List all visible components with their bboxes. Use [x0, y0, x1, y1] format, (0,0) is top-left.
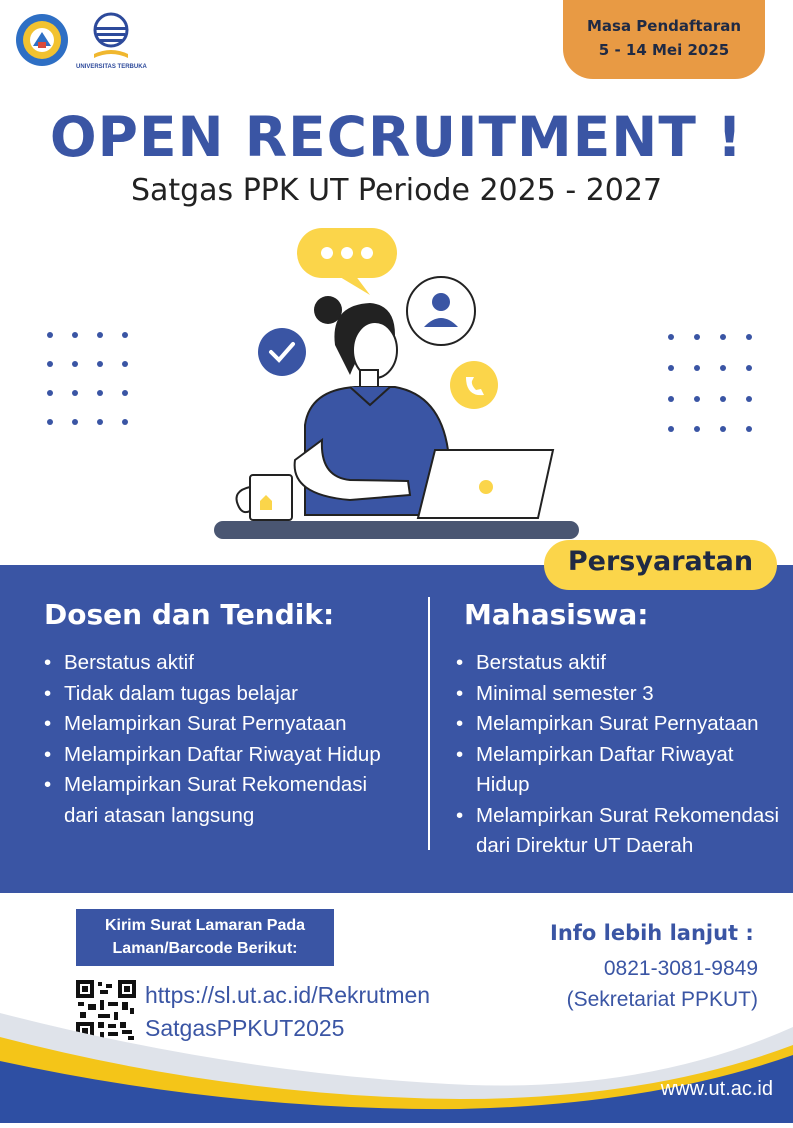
application-link-line-2[interactable]: SatgasPPKUT2025: [145, 1015, 345, 1041]
staff-requirements-heading: Dosen dan Tendik:: [44, 598, 335, 631]
woman-with-laptop-illustration: [210, 225, 585, 545]
staff-requirements-list: [44, 648, 424, 831]
phone-icon: [450, 361, 498, 409]
submit-instructions-box: [76, 909, 334, 966]
laptop-icon: [418, 450, 553, 518]
requirements-label-text: Persyaratan: [567, 546, 754, 577]
dot-grid-right: [668, 334, 758, 434]
application-link-line-1[interactable]: https://sl.ut.ac.id/Rekrutmen: [145, 982, 431, 1008]
list-item: • Melampirkan Daftar Riwayat Hidup: [456, 740, 766, 801]
registration-period-badge: [563, 0, 765, 79]
chat-bubble-icon: [297, 228, 397, 295]
list-item: • Tidak dalam tugas belajar: [44, 679, 424, 710]
requirements-label: [544, 540, 777, 590]
dot-grid-left: [47, 332, 137, 432]
list-item: • Melampirkan Surat Rekomendasi dari Direktur UT Daerah: [456, 801, 781, 862]
user-profile-icon: [407, 277, 475, 345]
list-item: • Minimal semester 3: [456, 679, 781, 710]
list-item: • Melampirkan Surat Rekomendasi dari atasan langsung: [44, 770, 394, 831]
badge-dates: 5 - 14 Mei 2025: [598, 41, 730, 59]
footer-website[interactable]: www.ut.ac.id: [660, 1078, 773, 1100]
logo-caption: UNIVERSITAS TERBUKA: [76, 64, 147, 70]
contact-office: (Sekretariat PPKUT): [566, 988, 758, 1011]
badge-title: Masa Pendaftaran: [586, 17, 742, 35]
student-requirements-heading: Mahasiswa:: [464, 598, 649, 631]
kemendikbud-logo: [14, 12, 70, 68]
student-requirements-list: [456, 648, 781, 862]
list-item: • Berstatus aktif: [44, 648, 424, 679]
submit-line-1: Kirim Surat Lamaran Pada: [104, 917, 306, 934]
submit-line-2: Laman/Barcode Berikut:: [112, 940, 298, 957]
page-subtitle: Satgas PPK UT Periode 2025 - 2027: [130, 173, 663, 208]
mug-icon: [237, 475, 293, 520]
page-title: OPEN RECRUITMENT !: [49, 105, 744, 169]
list-item: • Berstatus aktif: [456, 648, 781, 679]
contact-phone: 0821-3081-9849: [603, 957, 758, 980]
check-icon: [258, 328, 306, 376]
universitas-terbuka-logo: [76, 10, 156, 74]
info-heading: Info lebih lanjut :: [550, 921, 754, 945]
footer-wave: [0, 1005, 793, 1123]
list-item: • Melampirkan Surat Pernyataan: [44, 709, 424, 740]
column-divider: [428, 597, 430, 850]
list-item: • Melampirkan Daftar Riwayat Hidup: [44, 740, 424, 771]
list-item: • Melampirkan Surat Pernyataan: [456, 709, 781, 740]
